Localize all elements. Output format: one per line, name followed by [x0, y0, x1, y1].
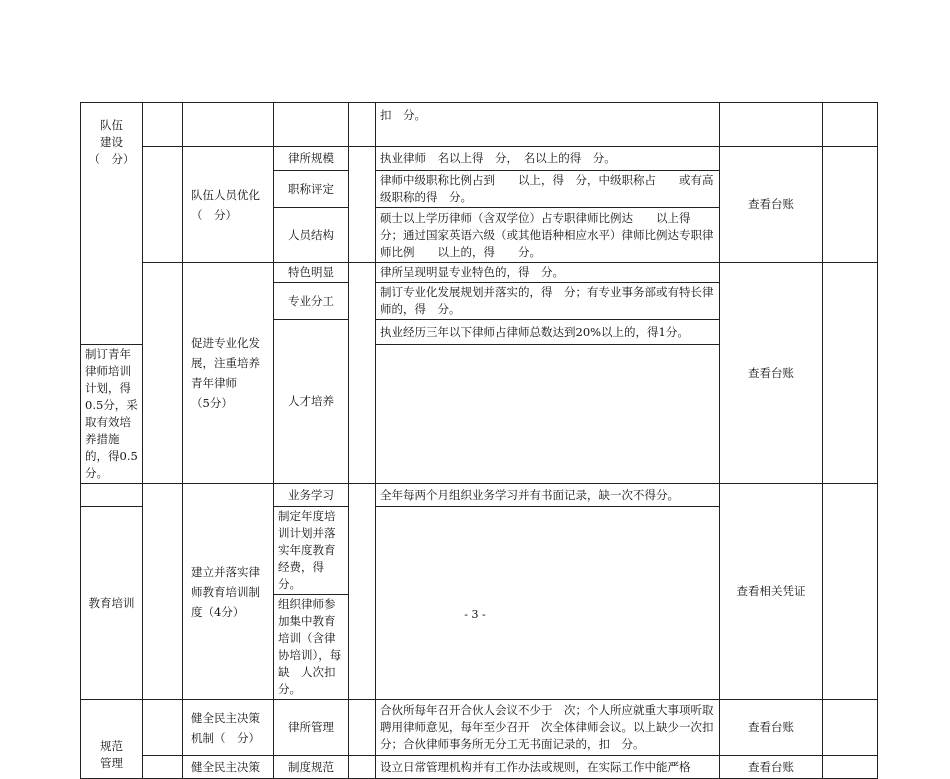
- criteria-text: 执业律师 名以上得 分， 名以上的得 分。: [376, 147, 720, 171]
- empty-cell: [823, 103, 878, 147]
- sub-item: 人员结构: [274, 208, 349, 263]
- criteria-text: 制定年度培训计划并落实年度教育经费，得 分。: [274, 507, 349, 595]
- empty-cell: [823, 756, 878, 779]
- sub-item: 制度规范: [274, 756, 349, 779]
- item-democracy: 健全民主决策机制（ 分）: [183, 700, 274, 756]
- sub-item: 律所管理: [274, 700, 349, 756]
- criteria-text: 律所呈现明显专业特色的，得 分。: [376, 263, 720, 283]
- empty-cell: [143, 484, 183, 700]
- empty-cell: [81, 484, 143, 507]
- criteria-text: 合伙所每年召开合伙人会议不少于 次；个人所应就重大事项听取聘用律师意见，每年至少召开 次全体律师会议。以上缺少一次扣 分；合伙律师事务所无分工无书面记录的，扣 分。: [376, 700, 720, 756]
- check-method: 查看台账: [720, 700, 823, 756]
- criteria-text: 组织律师参加集中教育培训（含律协培训），每缺 人次扣 分。: [274, 595, 349, 700]
- sub-item: 特色明显: [274, 263, 349, 283]
- criteria-text: 全年每两个月组织业务学习并有书面记录，缺一次不得分。: [376, 484, 720, 507]
- sub-item: 人才培养: [274, 320, 349, 484]
- empty-cell: [349, 147, 376, 263]
- empty-cell: [823, 147, 878, 263]
- item-staff-optimization: 队伍人员优化 （ 分）: [183, 147, 274, 263]
- empty-cell: [143, 700, 183, 756]
- page-number: - 3 -: [464, 608, 486, 621]
- empty-cell: [349, 103, 376, 147]
- empty-cell: [823, 263, 878, 484]
- criteria-text: 硕士以上学历律师（含双学位）占专职律师比例达 以上得 分；通过国家英语六级（或其他语种相应水平）律师比例达专职律师比例 以上的，得 分。: [376, 208, 720, 263]
- sub-item: 业务学习: [274, 484, 349, 507]
- table-row: [81, 700, 878, 756]
- check-method: 查看台账: [720, 263, 823, 484]
- criteria-text: 扣 分。: [376, 103, 720, 147]
- item-education: 建立并落实律师教育培训制度（4分）: [183, 484, 274, 700]
- check-method: 查看相关凭证: [720, 484, 823, 700]
- empty-cell: [143, 103, 183, 147]
- criteria-text: 律师中级职称比例占到 以上，得 分，中级职称占 或有高级职称的得 分。: [376, 171, 720, 208]
- criteria-text: 制订专业化发展规划并落实的，得 分；有专业事务部或有特长律师的，得 分。: [376, 283, 720, 320]
- table-row: [81, 756, 878, 779]
- sub-item: 职称评定: [274, 171, 349, 208]
- empty-cell: [823, 484, 878, 700]
- check-method: 查看台账: [720, 756, 823, 779]
- sub-item: 律所规模: [274, 147, 349, 171]
- table-row: [81, 263, 878, 283]
- empty-cell: [349, 263, 376, 484]
- section-regulated-management: 规范 管理: [81, 700, 143, 779]
- empty-cell: [349, 700, 376, 756]
- item-democracy-2: 健全民主决策: [183, 756, 274, 779]
- empty-cell: [183, 103, 274, 147]
- empty-cell: [720, 103, 823, 147]
- table-row: [81, 484, 878, 507]
- empty-cell: [274, 103, 349, 147]
- evaluation-table: [80, 102, 878, 779]
- criteria-text: 执业经历三年以下律师占律师总数达到20%以上的，得1分。: [376, 320, 720, 345]
- item-specialization: 促进专业化发展，注重培养青年律师 （5分）: [183, 263, 274, 484]
- check-method: 查看台账: [720, 147, 823, 263]
- empty-cell: [143, 147, 183, 263]
- section-team-building: 队伍 建设 （ 分）: [81, 103, 143, 345]
- empty-cell: [143, 756, 183, 779]
- criteria-text: 设立日常管理机构并有工作办法或规则，在实际工作中能严格: [376, 756, 720, 779]
- empty-cell: [349, 756, 376, 779]
- sub-item: 专业分工: [274, 283, 349, 320]
- table-row: [81, 103, 878, 147]
- empty-cell: [143, 263, 183, 484]
- table-row: [81, 147, 878, 171]
- criteria-text: 制订青年律师培训计划，得0.5分，采取有效培养措施的，得0.5分。: [81, 345, 143, 484]
- sub-item: 教育培训: [81, 507, 143, 700]
- empty-cell: [349, 484, 376, 700]
- empty-cell: [823, 700, 878, 756]
